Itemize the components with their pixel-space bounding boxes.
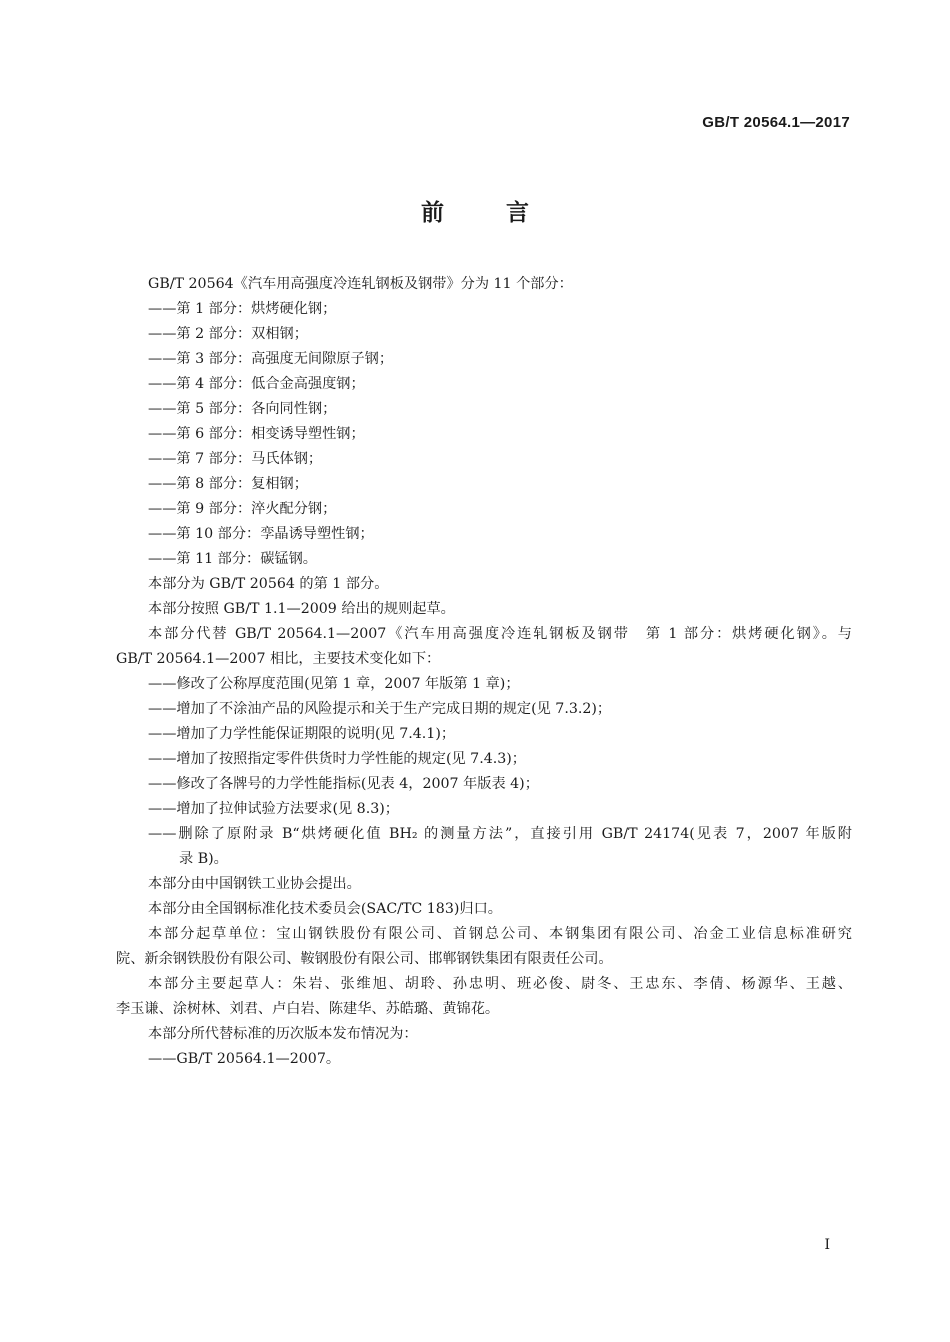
list-item: ——增加了拉伸试验方法要求(见 8.3)； [148,801,399,817]
centralized-paragraph: 本部分由全国钢标准化技术委员会(SAC/TC 183)归口。 [148,901,502,917]
list-item-continuation: 录 B)。 [179,851,228,867]
page-number: I [824,1237,830,1253]
list-item: ——第 6 部分：相变诱导塑性钢； [148,426,365,442]
list-item: ——第 11 部分：碳锰钢。 [148,551,317,567]
list-item: ——增加了不涂油产品的风险提示和关于生产完成日期的规定(见 7.3.2)； [148,701,612,717]
list-item: ——第 4 部分：低合金高强度钢； [148,376,365,392]
list-item: ——第 10 部分：孪晶诱导塑性钢； [148,526,374,542]
list-item: ——第 7 部分：马氏体钢； [148,451,323,467]
list-item: ——GB/T 20564.1—2007。 [148,1051,341,1067]
list-item: ——修改了公称厚度范围(见第 1 章，2007 年版第 1 章)； [148,676,520,692]
list-item: ——第 8 部分：复相钢； [148,476,308,492]
list-item: ——增加了按照指定零件供货时力学性能的规定(见 7.4.3)； [148,751,526,767]
proposed-paragraph: 本部分由中国钢铁工业协会提出。 [148,876,361,892]
drafters-line1: 本部分主要起草人：朱岩、张维旭、胡聆、孙忠明、班必俊、尉冬、王忠东、李倩、杨源华、王越、 [148,976,852,992]
list-item: ——第 2 部分：双相钢； [148,326,308,342]
list-item: ——增加了力学性能保证期限的说明(见 7.4.1)； [148,726,456,742]
list-item: ——第 3 部分：高强度无间隙原子钢； [148,351,394,367]
intro-paragraph: GB/T 20564《汽车用高强度冷连轧钢板及钢带》分为 11 个部分： [148,276,573,292]
list-item: ——删除了原附录 B“烘烤硬化值 BH₂ 的测量方法”，直接引用 GB/T 24174(见表 7，2007 年版附 [148,826,852,842]
page-title: 前言 [421,200,591,226]
foreword-body [116,272,852,1072]
list-item: ——第 9 部分：淬火配分钢； [148,501,337,517]
drafters-line2: 李玉谦、涂树林、刘君、卢白岩、陈建华、苏皓璐、黄锦花。 [116,1001,500,1017]
drafting-units-line2: 院、新余钢铁股份有限公司、鞍钢股份有限公司、邯郸钢铁集团有限责任公司。 [116,951,613,967]
list-item: ——第 1 部分：烘烤硬化钢； [148,301,337,317]
history-paragraph: 本部分所代替标准的历次版本发布情况为： [148,1026,418,1042]
list-item: ——第 5 部分：各向同性钢； [148,401,337,417]
standard-number: GB/T 20564.1—2017 [702,114,850,131]
replace-paragraph-line2: GB/T 20564.1—2007 相比，主要技术变化如下： [116,651,441,667]
drafting-units-line1: 本部分起草单位：宝山钢铁股份有限公司、首钢总公司、本钢集团有限公司、冶金工业信息标准研究 [148,926,852,942]
list-item: ——修改了各牌号的力学性能指标(见表 4，2007 年版表 4)； [148,776,539,792]
part-of-paragraph: 本部分为 GB/T 20564 的第 1 部分。 [148,576,389,592]
drafting-rules-paragraph: 本部分按照 GB/T 1.1—2009 给出的规则起草。 [148,601,455,617]
replace-paragraph-line1: 本部分代替 GB/T 20564.1—2007《汽车用高强度冷连轧钢板及钢带 第 1 部分：烘烤硬化钢》。与 [148,626,852,642]
